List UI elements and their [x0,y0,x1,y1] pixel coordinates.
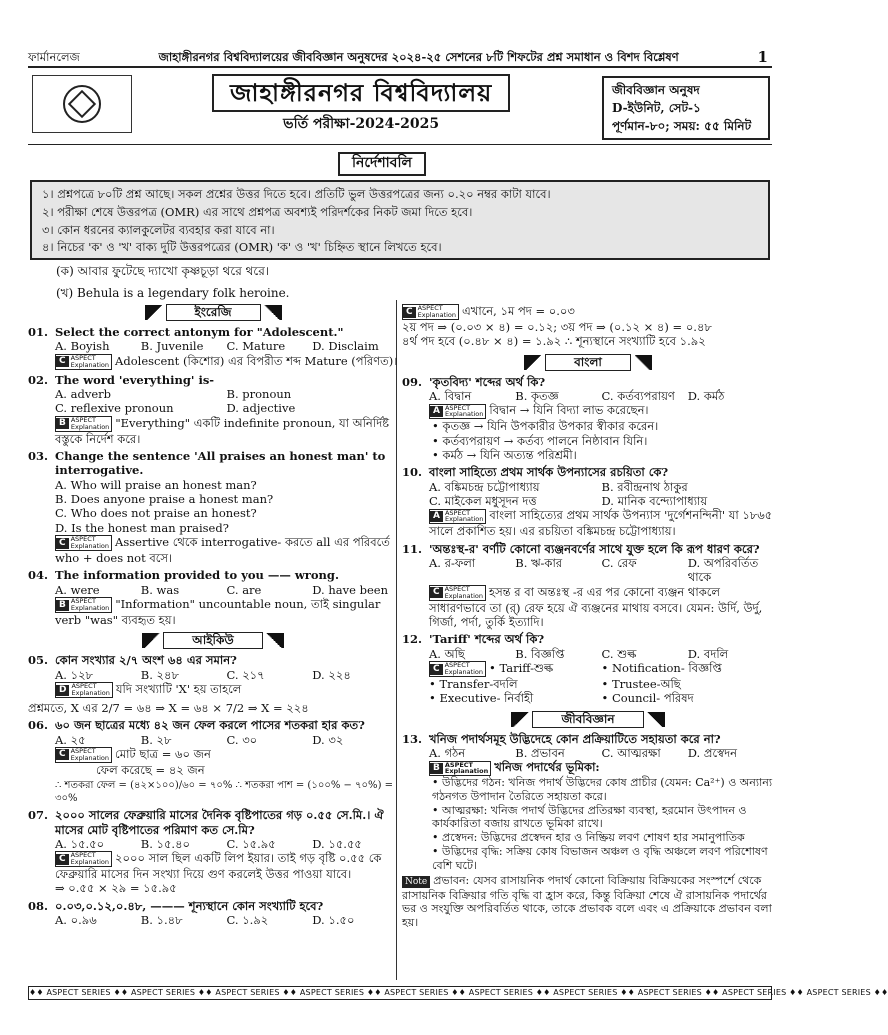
answer-badge: C ASPECT Explanation [402,304,459,320]
list-item: • উদ্ভিদের গঠন: খনিজ পদার্থ উদ্ভিদের কোষ প্রাচীর (যেমন: Ca²⁺) ও অন্যান্য গঠনগত উপাদান তৈরিতে সহায়তা করে। [402,776,774,804]
header-rule [28,66,772,68]
section-math: আইকিউ [28,632,398,649]
running-heading: জাহাঙ্গীরনগর বিশ্ববিদ্যালয়ের জীববিজ্ঞান অনুষদের ২০২৪-২৫ সেশনের ৮টি শিফটের প্রশ্ন সমাধান ও বিশদ বিশ্লেষণ [158,50,679,65]
options: A. Who will praise an honest man? B. Does anyone praise a honest man? C. Who does not praise an honest? D. Is the honest man praised? [55,477,274,535]
faculty-name: জীববিজ্ঞান অনুষদ [612,83,700,97]
answer-badge: B ASPECT Explanation [429,761,491,777]
question: 01. Select the correct antonym for "Adolescent." [28,325,344,339]
answer-badge: B ASPECT Explanation [55,416,112,432]
page-number: 1 [757,48,768,66]
answer-badge: C ASPECT Explanation [55,747,112,763]
options: A. র-ফলা B. ঋ-কার C. রেফ D. অপরিবর্তিত থাকে [429,555,759,585]
explanation: A ASPECT Explanation বিদ্বান → যিনি বিদ্যা লাভ করেছেন। [402,403,774,419]
instruction-item: ২। পরীক্ষা শেষে উত্তরপত্র (OMR) এর সাথে প্রশ্নপত্র অবশ্যই পরিদর্শকের নিকট জমা দিতে হবে। [42,204,473,219]
answer-badge: C ASPECT Explanation [55,354,112,370]
explanation: A ASPECT Explanation বাংলা সাহিত্যের প্রথম সার্থক উপন্যাস 'দুর্গেশনন্দিনী' যা ১৮৬৫ সালে প্রকাশিত হয়। এর রচয়িতা বঙ্কিমচন্দ্র চট্টোপাধ্যায়। [429,508,773,539]
left-column [28,302,398,928]
question: 11. 'অন্তঃস্থ-র' বর্ণটি কোনো ব্যঞ্জনবর্ণের সাথে যুক্ত হলে কি রূপ ধারণ করে? [402,541,760,556]
answer-badge: C ASPECT Explanation [55,851,112,867]
options: A. ১২৮ B. ২৪৮ C. ২১৭ D. ২২৪ [55,667,351,682]
options: A. adverb B. pronoun C. reflexive pronoun D. adjective [55,386,296,416]
publisher-name: ফার্মানলেজ [28,50,80,65]
solution-line: ৪র্থ পদ হবে (০.৪৮ × ৪) = ১.৯২ ∴ শূন্যস্থানে সংখ্যাটি হবে ১.৯২ [402,334,706,349]
sentence-ka: (ক) আবার ফুটেছে দ্যাখো কৃষ্ণচূড়া থরে থরে। [56,264,270,278]
exam-subtitle: ভর্তি পরীক্ষা-2024-2025 [283,116,440,133]
section-bangla: বাংলা [402,354,774,371]
right-column [402,304,774,930]
instruction-item: ৪। নিচের 'ক' ও 'খ' বাক্য দুটি উত্তরপত্রের (OMR) 'ক' ও 'খ' চিহ্নিত স্থানে লিখতে হবে। [42,240,442,255]
explanation: C ASPECT Explanation • Tariff-শুল্ক • Notification- বিজ্ঞপ্তি • Transfer-বদলি • Trustee-অছি • Executive- নির্বাহী • Council- পরিষদ [429,661,722,706]
solution-line: ফেল করেছে = ৪২ জন [96,762,205,777]
university-title: জাহাঙ্গীরনগর বিশ্ববিদ্যালয় [212,74,510,112]
marks-time: পূর্ণমান-৮০; সময়: ৫৫ মিনিট [612,119,752,133]
question: 12. 'Tariff' শব্দের অর্থ কি? [402,632,545,647]
question: 03. Change the sentence 'All praises an honest man' to interrogative. [28,448,386,478]
list-item: • প্রস্বেদন: উদ্ভিদের প্রস্বেদন হার ও নিষ্ক্রিয় লবণ শোষণ হার সমানুপাতিক [402,831,774,845]
solution-line: ∴ শতকরা ফেল = (৪২×১০০)/৬০ = ৭০% ∴ শতকরা পাশ = (১০০% − ৭০%) = ৩০% [55,780,394,804]
explanation: C ASPECT Explanation হসন্ত র বা অন্তঃস্থ -র এর পর কোনো ব্যঞ্জন থাকলে সাধারণভাবে তা (র্) রেফ হয়ে ঐ ব্যঞ্জনের মাথায় বসবে। যেমন: উর্দি, উর্দু, গির্জা, পর্দা, তুর্কি ইত্যাদি। [429,584,763,629]
question: 04. The information provided to you —— wrong. [28,568,339,583]
solution-line: ২য় পদ ⇒ (০.০৩ × ৪) = ০.১২; ৩য় পদ ⇒ (০.১২ × ৪) = ০.৪৮ [402,319,712,334]
logo-emblem-icon [63,85,101,123]
footer-series-banner: ♦♦ ASPECT SERIES ♦♦ ASPECT SERIES ♦♦ ASPECT SERIES ♦♦ ASPECT SERIES ♦♦ ASPECT SERIES ♦♦ ASPECT SERIES ♦♦ ASPECT SERIES ♦♦ ASPECT SERIES ♦♦ ASPECT SERIES ♦♦ ASPECT SERIES ♦♦ [28,986,772,1000]
list-item: • উদ্ভিদের বৃদ্ধি: সক্রিয় কোষ বিভাজন অঞ্চল ও বৃদ্ধি অঞ্চলে লবণ পরিশোষণ বেশি ঘটে। [402,845,774,873]
explanation: C ASPECT Explanation Assertive থেকে interrogative- করতে all এর পরিবর্তে who + does not বসে। [55,535,390,565]
university-logo [32,75,132,133]
question: 06. ৬০ জন ছাত্রের মধ্যে ৪২ জন ফেল করলে পাসের শতকরা হার কত? [28,718,365,733]
options: A. বিদ্বান B. কৃতজ্ঞ C. কর্তব্যপরায়ণ D. কর্মঠ [429,388,725,403]
unit-set: D-ইউনিট, সেট-১ [612,101,701,115]
exam-header [32,76,770,132]
page-header-bar [28,48,768,67]
options: A. অছি B. বিজ্ঞপ্তি C. শুল্ক D. বদলি [429,646,729,661]
options: A. ০.৯৬ B. ১.৪৮ C. ১.৯২ D. ১.৫০ [55,913,355,928]
instructions-title: নির্দেশাবলি [338,152,426,176]
options: A. Boyish B. Juvenile C. Mature D. Disclaim [55,339,379,354]
answer-badge: C ASPECT Explanation [55,535,112,551]
question: 13. খনিজ পদার্থসমূহ উদ্ভিদেহে কোন প্রক্রিয়াটিতে সহায়তা করে না? [402,731,721,746]
answer-badge: B ASPECT Explanation [55,597,112,613]
list-item: • কর্মঠ → যিনি অত্যন্ত পরিশ্রমী। [402,448,774,462]
explanation: B ASPECT Explanation "Everything" একটি indefinite pronoun, যা অনির্দিষ্ট বস্তুকে নির্দেশ করে। [55,415,389,446]
list-item: • কর্তব্যপরায়ণ → কর্তব্য পালনে নিষ্ঠাবান যিনি। [402,434,774,448]
options: A. গঠন B. প্রভাবন C. আত্মরক্ষা D. প্রস্বেদন [429,745,737,760]
question: 02. The word 'everything' is- [28,372,215,387]
options: A. ২৫ B. ২৮ C. ৩০ D. ৩২ [55,732,344,747]
instructions-box [30,180,770,260]
explanation: C ASPECT Explanation মোট ছাত্র = ৬০ জন [28,747,398,763]
sentence-kha: (খ) Behula is a legendary folk heroine. [56,286,290,300]
answer-badge: A ASPECT Explanation [429,509,486,525]
question: 09. 'কৃতবিদ্য' শব্দের অর্থ কি? [402,374,546,389]
explanation: C ASPECT Explanation এখানে, ১ম পদ = ০.০৩ [402,304,774,320]
note-label: Note [402,876,430,888]
answer-badge: C ASPECT Explanation [429,585,486,601]
instruction-item: ৩। কোন ধরনের ক্যালকুলেটর ব্যবহার করা যাবে না। [42,222,275,237]
instruction-item: ১। প্রশ্নপত্রে ৮০টি প্রশ্ন আছে। সকল প্রশ্নের উত্তর দিতে হবে। প্রতিটি ভুল উত্তরপত্রের জন্য ০.২০ নম্বর কাটা যাবে। [42,187,551,201]
question: 10. বাংলা সাহিত্যে প্রথম সার্থক উপন্যাসের রচয়িতা কে? [402,465,669,480]
note-block: Note প্রভাবন: যেসব রাসায়নিক পদার্থ কোনো বিক্রিয়ায় বিক্রিয়কের সংস্পর্শে থেকে রাসায়নিক বিক্রিয়ার গতি বৃদ্ধি বা হ্রাস করে, কিন্তু বিক্রিয়া শেষে ঐ রাসায়নিক পদার্থের ভর ও সংযুক্তি অপরিবর্তিত থাকে, তাকে প্রভাবক বলে এবং এ প্রক্রিয়াকে প্রভাবন বলা হয়। [402,874,772,930]
question: 05. কোন সংখ্যার ২/৭ অংশ ৬৪ এর সমান? [28,653,237,668]
options: A. were B. was C. are D. have been [55,582,388,597]
options: A. ১৫.৫০ B. ১৫.৪০ C. ১৫.৯৫ D. ১৫.৫৫ [55,836,362,851]
question: 08. ০.০৩,০.১২,০.৪৮, ——— শূন্যস্থানে কোন সংখ্যাটি হবে? [28,898,324,913]
solution-line: ⇒ ০.৫৫ × ২৯ = ১৫.৯৫ [55,881,177,896]
explanation: C ASPECT Explanation ২০০০ সাল ছিল একটি লিপ ইয়ার। তাই গড় বৃষ্টি ০.৫৫ কে ফেব্রুয়ারি মাসের দিন সংখ্যা দিয়ে গুণ করলেই উত্তর পাওয়া যাবে। [55,851,382,882]
question: 07. ২০০০ সালের ফেব্রুয়ারি মাসের দৈনিক বৃষ্টিপাতের গড় ০.৫৫ সে.মি.। ঐ মাসের মোট বৃষ্টিপাতের পরিমাণ কত সে.মি? [28,808,384,837]
explanation: C ASPECT Explanation Adolescent (কিশোর) এর বিপরীত শব্দ Mature (পরিণত)। [28,354,398,370]
exam-info-box [602,76,770,140]
section-biology: জীববিজ্ঞান [402,711,774,728]
solution-line: প্রশ্নমতে, X এর 2/7 = ৬৪ ⇒ X = ৬৪ × 7/2 ⇒ X = ২২৪ [28,700,309,715]
explanation: D ASPECT Explanation যদি সংখ্যাটি 'X' হয় তাহলে [28,682,398,698]
answer-badge: A ASPECT Explanation [429,404,486,420]
title-block [212,74,510,134]
list-item: • আত্মরক্ষা: খনিজ পদার্থ উদ্ভিদের প্রতিরক্ষা ব্যবস্থা, হরমোন উৎপাদন ও কার্যকারিতা বজায় রাখতে ভূমিকা রাখে। [402,804,774,832]
header-bottom-rule [28,144,772,145]
explanation: B ASPECT Explanation খনিজ পদার্থের ভূমিকা: [402,760,774,776]
list-item: • কৃতজ্ঞ → যিনি উপকারীর উপকার স্বীকার করেন। [402,419,774,433]
options: A. বঙ্কিমচন্দ্র চট্টোপাধ্যায় B. রবীন্দ্রনাথ ঠাকুর C. মাইকেল মধুসূদন দত্ত D. মানিক বন্দ্যোপাধ্যায় [429,479,708,508]
answer-badge: C ASPECT Explanation [429,661,486,677]
explanation: B ASPECT Explanation "Information" uncountable noun, তাই singular verb "was" ব্যবহৃত হয়। [55,597,381,627]
answer-badge: D ASPECT Explanation [55,682,113,698]
section-english: ইংরেজি [28,304,398,321]
